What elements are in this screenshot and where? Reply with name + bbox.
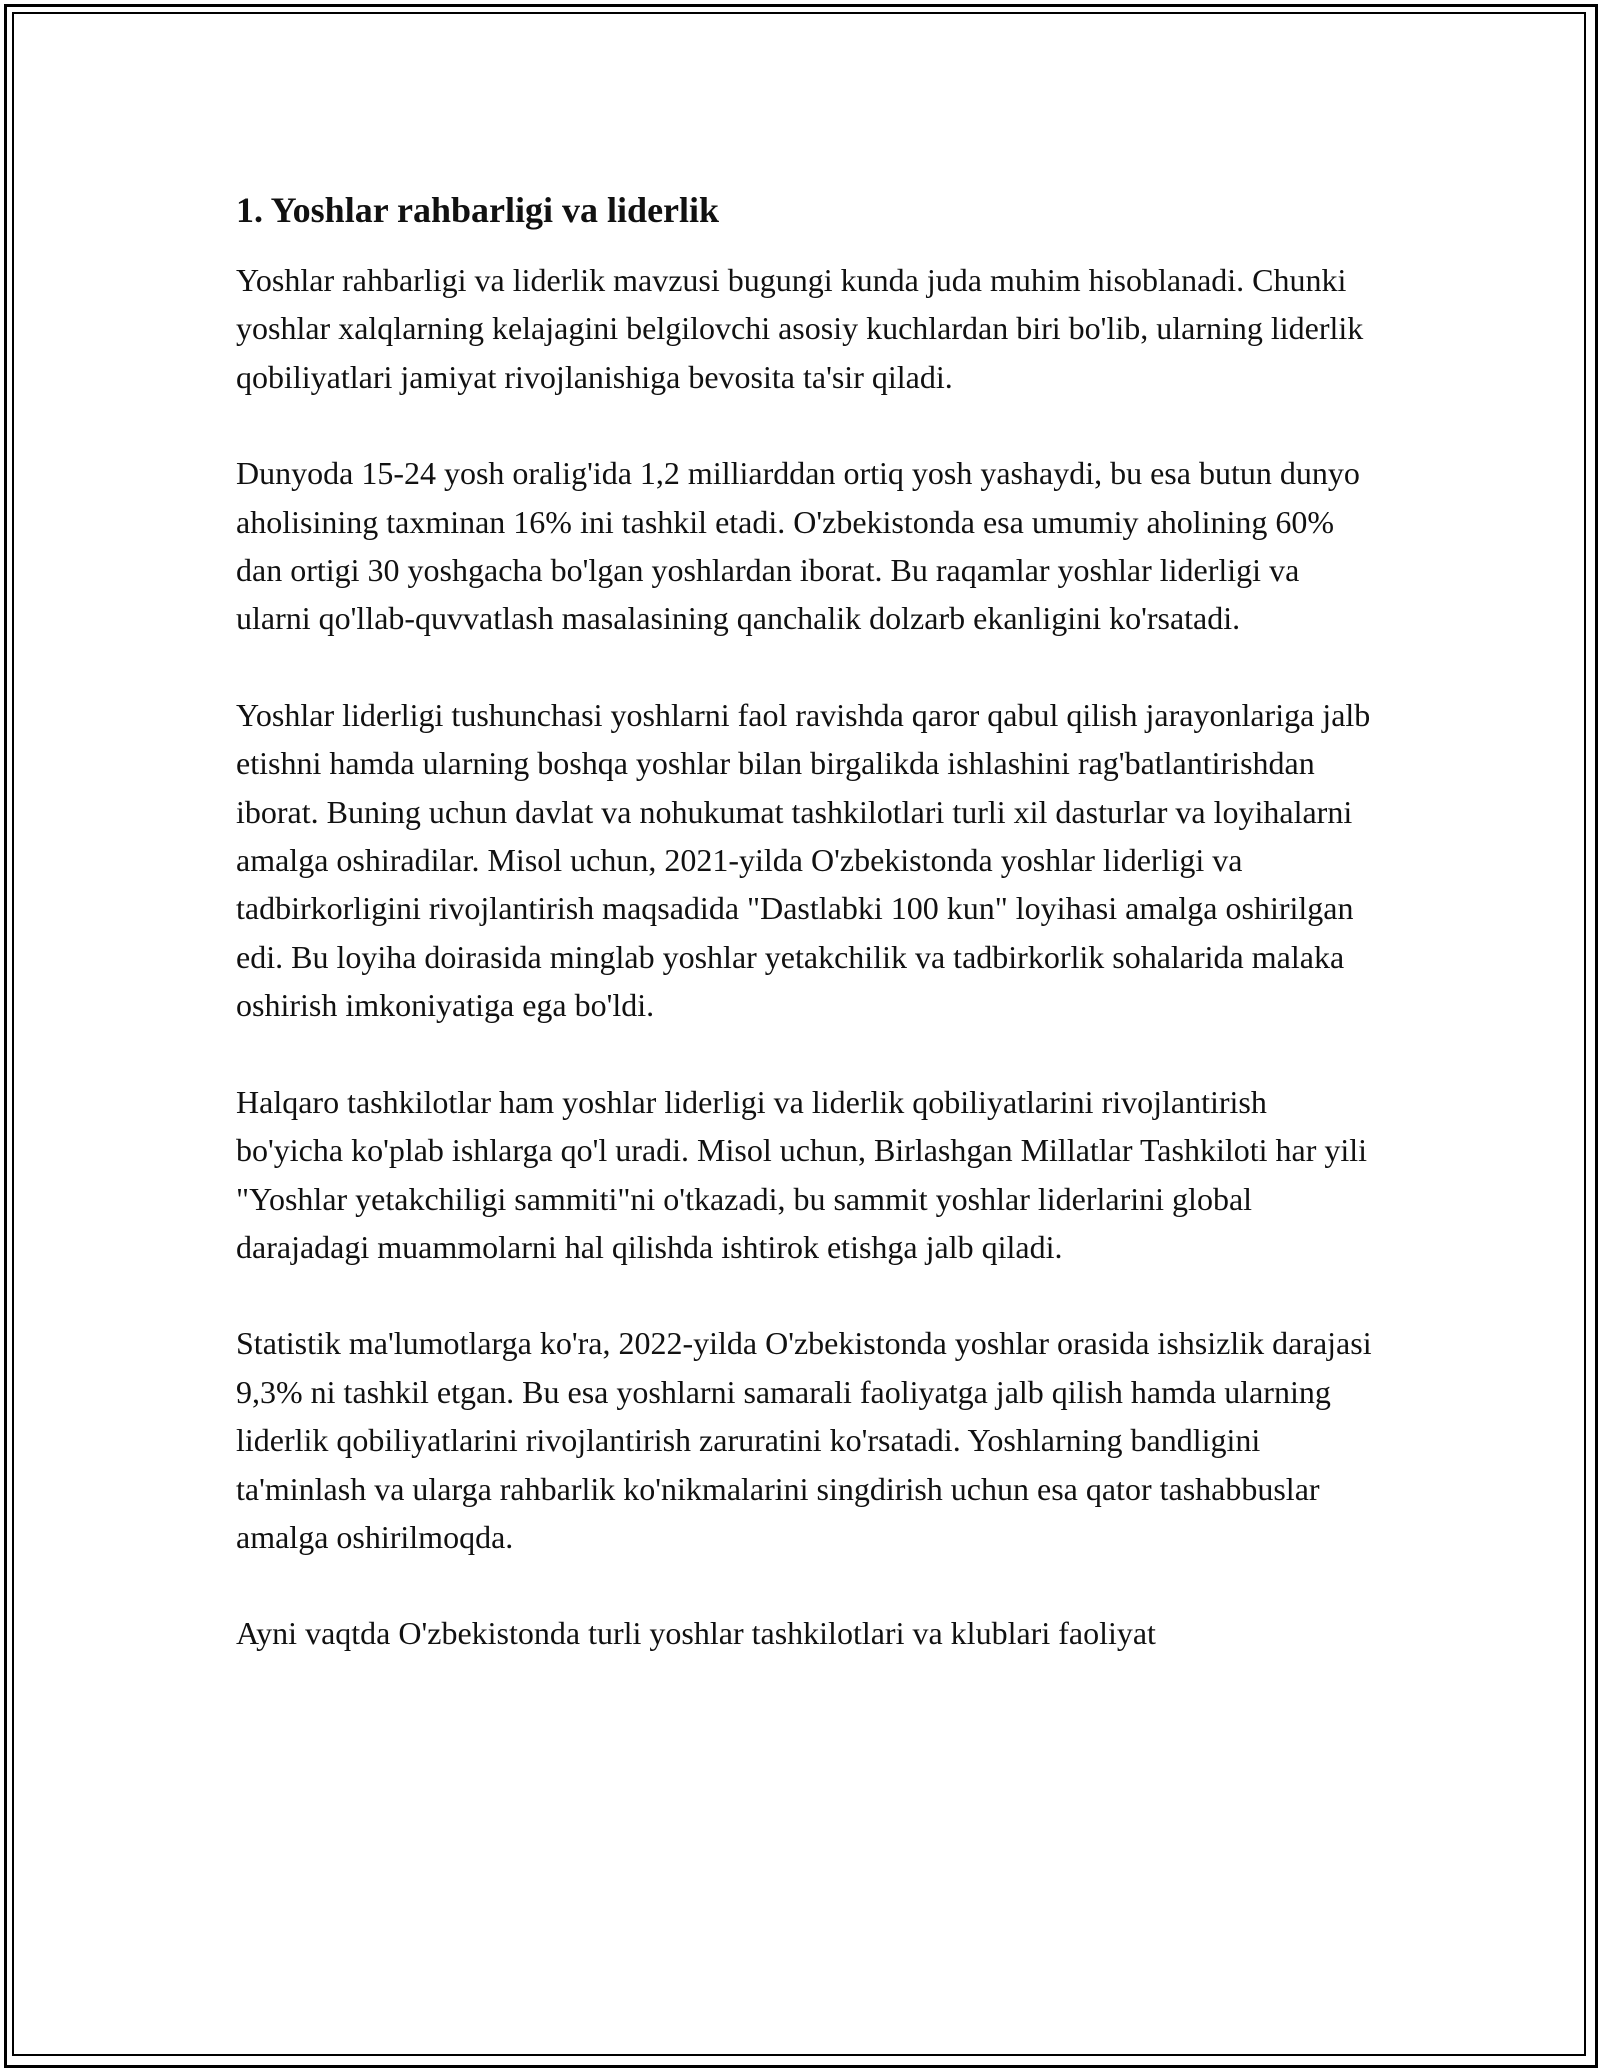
document-body (236, 186, 1376, 1706)
paragraph-2: Dunyoda 15-24 yosh oralig'ida 1,2 milliarddan ortiq yosh yashaydi, bu esa butun dunyo aholisining taxminan 16% ini tashkil etadi. O'zbekistonda esa umumiy aholining 60% dan ortigi 30 yoshgacha bo'lgan yoshlardan iborat. Bu raqamlar yoshlar liderligi va ularni qo'llab-quvvatlash masalasining qanchalik dolzarb ekanligini ko'rsatadi. (236, 455, 1360, 637)
paragraph-4: Halqaro tashkilotlar ham yoshlar liderligi va liderlik qobiliyatlarini rivojlantirish bo'yicha ko'plab ishlarga qo'l uradi. Misol uchun, Birlashgan Millatlar Tashkiloti har yili "Yoshlar yetakchiligi sammiti"ni o'tkazadi, bu sammit yoshlar liderlarini global darajadagi muammolarni hal qilishda ishtirok etishga jalb qiladi. (236, 1083, 1368, 1265)
paragraph-3: Yoshlar liderligi tushunchasi yoshlarni faol ravishda qaror qabul qilish jarayonlariga jalb etishni hamda ularning boshqa yoshlar bilan birgalikda ishlashini rag'batlantirishdan iborat. Buning uchun davlat va nohukumat tashkilotlari turli xil dasturlar va loyihalarni amalga oshiradilar. Misol uchun, 2021-yilda O'zbekistonda yoshlar liderligi va tadbirkorligini rivojlantirish maqsadida "Dastlabki 100 kun" loyihasi amalga oshirilgan edi. Bu loyiha doirasida minglab yoshlar yetakchilik va tadbirkorlik sohalarida malaka oshirish imkoniyatiga ega bo'ldi. (236, 696, 1371, 1024)
paragraph-6: Ayni vaqtda O'zbekistonda turli yoshlar tashkilotlari va klublari faoliyat (236, 1615, 1156, 1652)
section-heading: 1. Yoshlar rahbarligi va liderlik (236, 190, 720, 230)
paragraph-5: Statistik ma'lumotlarga ko'ra, 2022-yilda O'zbekistonda yoshlar orasida ishsizlik darajasi 9,3% ni tashkil etgan. Bu esa yoshlarni samarali faoliyatga jalb qilish hamda ularning liderlik qobiliyatlarini rivojlantirish zaruratini ko'rsatadi. Yoshlarning bandligini ta'minlash va ularga rahbarlik ko'nikmalarini singdirish uchun esa qator tashabbuslar amalga oshirilmoqda. (236, 1325, 1372, 1555)
paragraph-1: Yoshlar rahbarligi va liderlik mavzusi bugungi kunda juda muhim hisoblanadi. Chunki yoshlar xalqlarning kelajagini belgilovchi asosiy kuchlardan biri bo'lib, ularning liderlik qobiliyatlari jamiyat rivojlanishiga bevosita ta'sir qiladi. (236, 262, 1364, 395)
